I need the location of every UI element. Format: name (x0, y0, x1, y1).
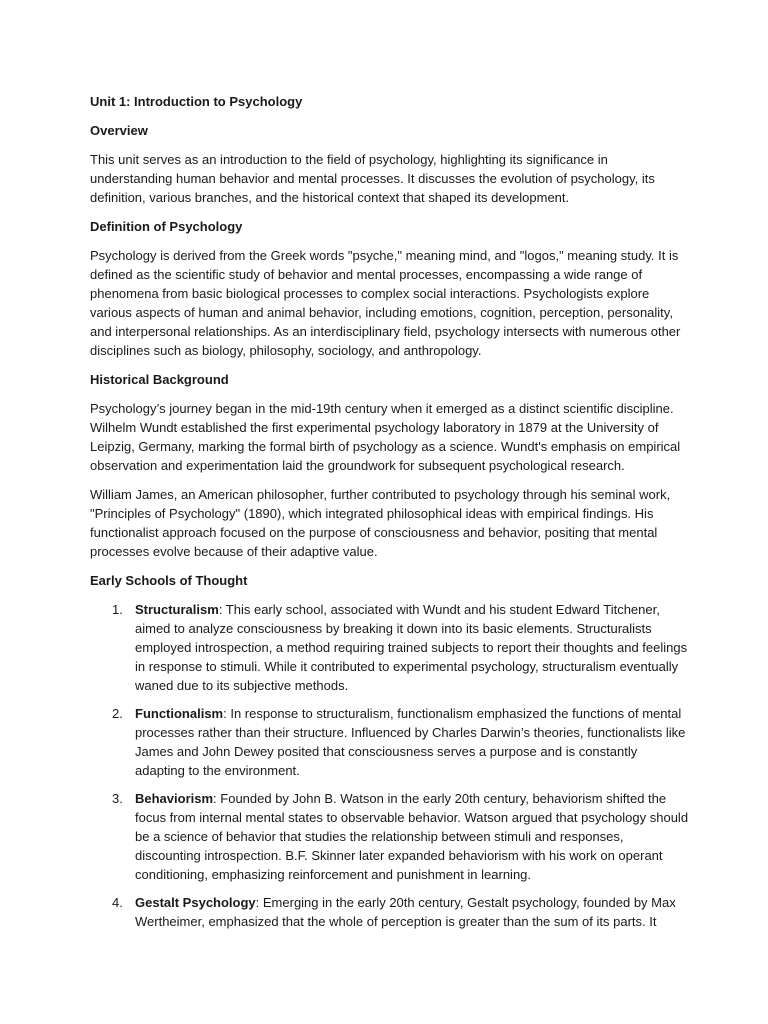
overview-paragraph: This unit serves as an introduction to the field of psychology, highlighting its significance in understanding human behavior and mental processes. It discusses the evolution of psychology, its definition, various branches, and the historical context that shaped its development. (90, 152, 655, 205)
school-term: Functionalism (135, 706, 224, 721)
list-number: 4. (112, 895, 123, 910)
school-description: : Founded by John B. Watson in the early 20th century, behaviorism shifted the focus from internal mental states to observable behavior. Watson argued that psychology should be a science of behavior that studies the relationship between stimuli and responses, discounting introspection. B.F. Skinner later expanded behaviorism with his work on operant conditioning, emphasizing reinforcement and punishment in learning. (135, 791, 689, 882)
school-description: : Emerging in the early 20th century, Gestalt psychology, founded by Max Wertheimer, emphasized that the whole of perception is greater than the sum of its parts. It (135, 895, 676, 929)
definition-paragraph: Psychology is derived from the Greek words "psyche," meaning mind, and "logos," meaning study. It is defined as the scientific study of behavior and mental processes, encompassing a wide range of phenomena from basic biological processes to complex social interactions. Psychologists explore various aspects of human and animal behavior, including emotions, cognition, perception, personality, and interpersonal relationships. As an interdisciplinary field, psychology intersects with numerous other disciplines such as biology, philosophy, sociology, and anthropology. (90, 248, 681, 358)
school-term: Gestalt Psychology (135, 895, 256, 910)
list-number: 1. (112, 602, 123, 617)
list-item (90, 600, 690, 695)
schools-list (90, 600, 690, 931)
list-item (90, 789, 690, 884)
school-term: Structuralism (135, 602, 219, 617)
history-paragraph: Psychology’s journey began in the mid-19th century when it emerged as a distinct scientific discipline. Wilhelm Wundt established the first experimental psychology laboratory in 1879 at the University of Leipzig, Germany, marking the formal birth of psychology as a science. Wundt's emphasis on empirical observation and experimentation laid the groundwork for subsequent psychological research. (90, 401, 681, 473)
schools-heading: Early Schools of Thought (90, 573, 248, 588)
list-item (90, 893, 690, 931)
overview-heading: Overview (90, 123, 148, 138)
school-description: : This early school, associated with Wundt and his student Edward Titchener, aimed to analyze consciousness by breaking it down into its basic elements. Structuralists employed introspection, a method requiring trained subjects to report their thoughts and feelings in response to stimuli. While it contributed to experimental psychology, structuralism eventually waned due to its subjective methods. (135, 602, 688, 693)
list-number: 2. (112, 706, 123, 721)
unit-title: Unit 1: Introduction to Psychology (90, 94, 303, 109)
school-term: Behaviorism (135, 791, 214, 806)
history-paragraph: William James, an American philosopher, further contributed to psychology through his seminal work, "Principles of Psychology" (1890), which integrated philosophical ideas with empirical findings. His functionalist approach focused on the purpose of consciousness and behavior, positing that mental processes evolve because of their adaptive value. (90, 487, 671, 559)
document-body (90, 92, 690, 940)
list-number: 3. (112, 791, 123, 806)
school-description: : In response to structuralism, functionalism emphasized the functions of mental processes rather than their structure. Influenced by Charles Darwin’s theories, functionalists like James and John Dewey posited that consciousness serves a purpose and is constantly adapting to the environment. (135, 706, 686, 778)
definition-heading: Definition of Psychology (90, 219, 243, 234)
list-item (90, 704, 690, 780)
history-heading: Historical Background (90, 372, 229, 387)
